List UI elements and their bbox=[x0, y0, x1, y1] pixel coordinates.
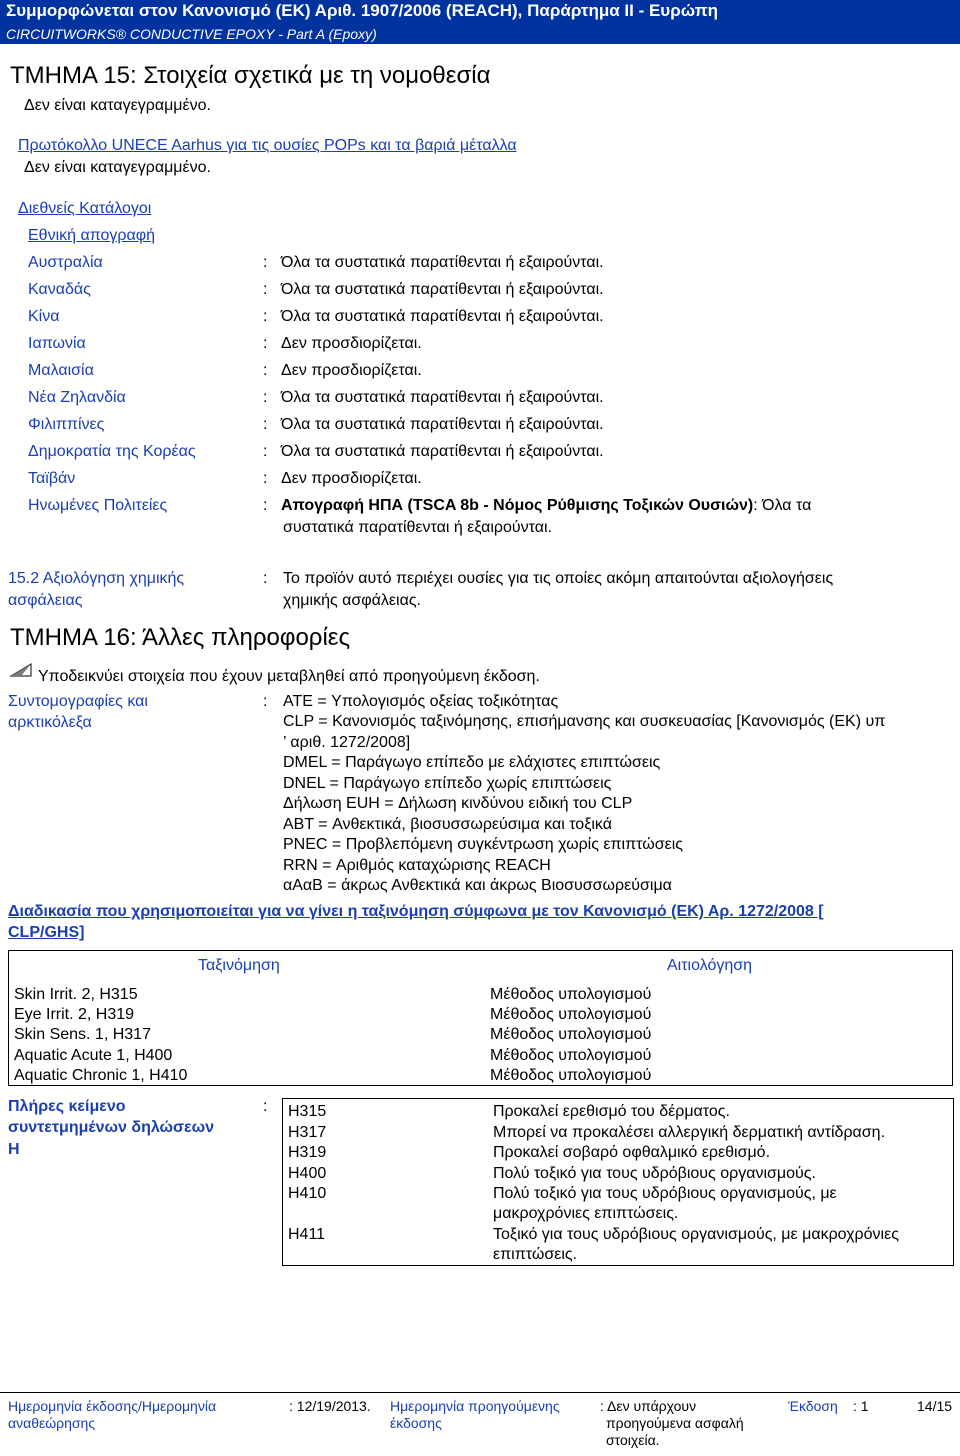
national-inventory-heading: Εθνική απογραφή bbox=[28, 227, 156, 244]
inventory-status: Όλα τα συστατικά παρατίθενται ή εξαιρούνται. bbox=[281, 416, 604, 433]
abbreviation-item: PNEC = Προβλεπόμενη συγκέντρωση χωρίς επιπτώσεις bbox=[283, 836, 683, 853]
classification-cell: Skin Irrit. 2, H315 bbox=[14, 986, 138, 1003]
usa-inventory-status bbox=[281, 496, 811, 516]
h-statements-label-cont: συντετμημένων δηλώσεων bbox=[8, 1119, 215, 1136]
inventory-country: Δημοκρατία της Κορέας bbox=[28, 443, 196, 460]
regulation-title: Συμμορφώνεται στον Κανονισμό (ΕΚ) Αριθ. 1907/2006 (REACH), Παράρτημα II - Ευρώπη bbox=[6, 1, 719, 20]
footer-divider bbox=[0, 1392, 960, 1393]
colon: : bbox=[263, 416, 268, 433]
h-code: H317 bbox=[288, 1124, 327, 1141]
justification-cell: Μέθοδος υπολογισμού bbox=[490, 1006, 652, 1023]
usa-inventory-label: Απογραφή ΗΠΑ (TSCA 8b - Νόμος Ρύθμισης Τοξικών Ουσιών) bbox=[281, 497, 754, 514]
inventory-country: Αυστραλία bbox=[28, 254, 103, 271]
h-text: Πολύ τοξικό για τους υδρόβιους οργανισμούς. bbox=[493, 1165, 816, 1182]
h-text: Προκαλεί σοβαρό οφθαλμικό ερεθισμό. bbox=[493, 1144, 771, 1161]
page-number: 14/15 bbox=[917, 1398, 953, 1414]
document-header bbox=[0, 0, 960, 44]
h-text-cont: επιπτώσεις. bbox=[493, 1246, 578, 1263]
classification-cell: Aquatic Acute 1, H400 bbox=[14, 1047, 173, 1064]
inventory-status: Δεν προσδιορίζεται. bbox=[281, 470, 422, 487]
colon: : bbox=[263, 281, 268, 298]
abbrev-label-cont: αρκτικόλεξα bbox=[8, 714, 92, 731]
not-listed-text: Δεν είναι καταγεγραμμένο. bbox=[24, 97, 211, 114]
abbreviation-item: αAαB = άκρως Ανθεκτικά και άκρως Βιοσυσσωρεύσιμα bbox=[283, 877, 672, 894]
previous-issue-value: : Δεν υπάρχουν bbox=[600, 1398, 697, 1414]
colon: : bbox=[263, 497, 268, 514]
changed-marker-icon bbox=[10, 663, 32, 677]
abbreviation-item: ATE = Υπολογισμός οξείας τοξικότητας bbox=[283, 693, 559, 710]
colon: : bbox=[263, 389, 268, 406]
h-text: Πολύ τοξικό για τους υδρόβιους οργανισμούς, με bbox=[493, 1185, 837, 1202]
inventory-country: Καναδάς bbox=[28, 281, 91, 298]
usa-status-line1: : Όλα τα bbox=[753, 497, 812, 514]
colon: : bbox=[263, 362, 268, 379]
inventory-country: Ηνωμένες Πολιτείες bbox=[28, 497, 168, 514]
justification-cell: Μέθοδος υπολογισμού bbox=[490, 1067, 652, 1084]
h-text-cont: μακροχρόνιες επιπτώσεις. bbox=[493, 1205, 679, 1222]
inventory-status: Δεν προσδιορίζεται. bbox=[281, 335, 422, 352]
colon: : bbox=[263, 308, 268, 325]
h-code: H319 bbox=[288, 1144, 327, 1161]
safety-assessment-text-cont: χημικής ασφάλειας. bbox=[283, 592, 421, 609]
safety-assessment-text: Το προϊόν αυτό περιέχει ουσίες για τις οποίες ακόμη απαιτούνται αξιολογήσεις bbox=[283, 570, 834, 587]
section-15-title: ΤΜΗΜΑ 15: Στοιχεία σχετικά με τη νομοθεσία bbox=[10, 62, 491, 89]
h-text: Προκαλεί ερεθισμό του δέρματος. bbox=[493, 1103, 730, 1120]
previous-issue-value-cont: στοιχεία. bbox=[606, 1432, 660, 1448]
h-code: H411 bbox=[288, 1226, 326, 1243]
justification-cell: Μέθοδος υπολογισμού bbox=[490, 1047, 652, 1064]
inventory-country: Ταϊβάν bbox=[28, 470, 76, 487]
justification-cell: Μέθοδος υπολογισμού bbox=[490, 986, 652, 1003]
classification-column-header: Ταξινόμηση bbox=[198, 957, 280, 974]
h-text: Τοξικό για τους υδρόβιους οργανισμούς, με μακροχρόνιες bbox=[493, 1226, 899, 1243]
not-listed-text: Δεν είναι καταγεγραμμένο. bbox=[24, 159, 211, 176]
h-code: H315 bbox=[288, 1103, 327, 1120]
justification-column-header: Αιτιολόγηση bbox=[667, 957, 753, 974]
abbreviation-item: RRN = Αριθμός καταχώρισης REACH bbox=[283, 857, 551, 874]
inventory-status: Όλα τα συστατικά παρατίθενται ή εξαιρούνται. bbox=[281, 281, 604, 298]
colon: : bbox=[263, 443, 268, 460]
change-note: Υποδεικνύει στοιχεία που έχουν μεταβληθεί από προηγούμενη έκδοση. bbox=[38, 668, 540, 685]
procedure-heading: Διαδικασία που χρησιμοποιείται για να γίνει η ταξινόμηση σύμφωνα με τον Κανονισμό (ΕΚ) Αρ. 1272/2008 [ bbox=[8, 903, 824, 920]
issue-date-value: : 12/19/2013. bbox=[289, 1398, 371, 1414]
abbrev-label: Συντομογραφίες και bbox=[8, 693, 148, 710]
h-text: Μπορεί να προκαλέσει αλλεργική δερματική αντίδραση. bbox=[493, 1124, 886, 1141]
previous-issue-label-cont: έκδοσης bbox=[390, 1415, 442, 1431]
safety-assessment-label: 15.2 Αξιολόγηση χημικής bbox=[8, 570, 185, 587]
section-16-title: ΤΜΗΜΑ 16: Άλλες πληροφορίες bbox=[10, 624, 351, 651]
colon: : bbox=[263, 254, 268, 271]
inventory-country: Νέα Ζηλανδία bbox=[28, 389, 126, 406]
inventory-status: Όλα τα συστατικά παρατίθενται ή εξαιρούνται. bbox=[281, 389, 604, 406]
classification-cell: Skin Sens. 1, H317 bbox=[14, 1026, 151, 1043]
inventory-status: Όλα τα συστατικά παρατίθενται ή εξαιρούνται. bbox=[281, 443, 604, 460]
version-value: : 1 bbox=[853, 1398, 869, 1414]
abbreviation-item: ABT = Ανθεκτικά, βιοσυσσωρεύσιμα και τοξικά bbox=[283, 816, 612, 833]
abbreviation-item: DNEL = Παράγωγο επίπεδο χωρίς επιπτώσεις bbox=[283, 775, 612, 792]
h-code: H410 bbox=[288, 1185, 327, 1202]
classification-cell: Eye Irrit. 2, H319 bbox=[14, 1006, 135, 1023]
procedure-heading-cont: CLP/GHS] bbox=[8, 924, 85, 941]
safety-assessment-label-cont: ασφάλειας bbox=[8, 592, 83, 609]
aarhus-heading: Πρωτόκολλο UNECE Aarhus για τις ουσίες POPs και τα βαριά μέταλλα bbox=[18, 137, 517, 154]
colon: : bbox=[263, 570, 268, 587]
previous-issue-label: Ημερομηνία προηγούμενης bbox=[390, 1398, 560, 1414]
h-code: H400 bbox=[288, 1165, 327, 1182]
abbreviation-item: CLP = Κανονισμός ταξινόμησης, επισήμανσης και συσκευασίας [Κανονισμός (ΕΚ) υπ bbox=[283, 713, 886, 730]
h-statements-label: Πλήρες κείμενο bbox=[8, 1098, 126, 1115]
issue-date-label: Ημερομηνία έκδοσης/Ημερομηνία bbox=[8, 1398, 217, 1414]
colon: : bbox=[263, 470, 268, 487]
h-statements-label-cont: H bbox=[8, 1141, 20, 1158]
inventory-country: Φιλιππίνες bbox=[28, 416, 105, 433]
justification-cell: Μέθοδος υπολογισμού bbox=[490, 1026, 652, 1043]
inventory-status: Όλα τα συστατικά παρατίθενται ή εξαιρούνται. bbox=[281, 254, 604, 271]
intl-lists-heading: Διεθνείς Κατάλογοι bbox=[18, 200, 152, 217]
colon: : bbox=[263, 335, 268, 352]
inventory-status: Δεν προσδιορίζεται. bbox=[281, 362, 422, 379]
abbreviation-item: ’ αριθ. 1272/2008] bbox=[283, 734, 411, 751]
colon: : bbox=[263, 1098, 268, 1115]
abbreviation-item: DMEL = Παράγωγο επίπεδο με ελάχιστες επιπτώσεις bbox=[283, 754, 661, 771]
version-label: Έκδοση bbox=[788, 1398, 838, 1414]
inventory-country: Κίνα bbox=[28, 308, 60, 325]
abbreviation-item: Δήλωση EUH = Δήλωση κινδύνου ειδική του CLP bbox=[283, 795, 633, 812]
previous-issue-value-cont: προηγούμενα ασφαλή bbox=[606, 1415, 744, 1431]
product-name: CIRCUITWORKS® CONDUCTIVE EPOXY - Part A (Epoxy) bbox=[6, 26, 377, 42]
issue-date-label-cont: αναθεώρησης bbox=[8, 1415, 96, 1431]
inventory-status: Όλα τα συστατικά παρατίθενται ή εξαιρούνται. bbox=[281, 308, 604, 325]
inventory-country: Μαλαισία bbox=[28, 362, 94, 379]
colon: : bbox=[263, 693, 268, 710]
inventory-country: Ιαπωνία bbox=[28, 335, 86, 352]
usa-status-line2: συστατικά παρατίθενται ή εξαιρούνται. bbox=[283, 519, 552, 536]
classification-cell: Aquatic Chronic 1, H410 bbox=[14, 1067, 188, 1084]
